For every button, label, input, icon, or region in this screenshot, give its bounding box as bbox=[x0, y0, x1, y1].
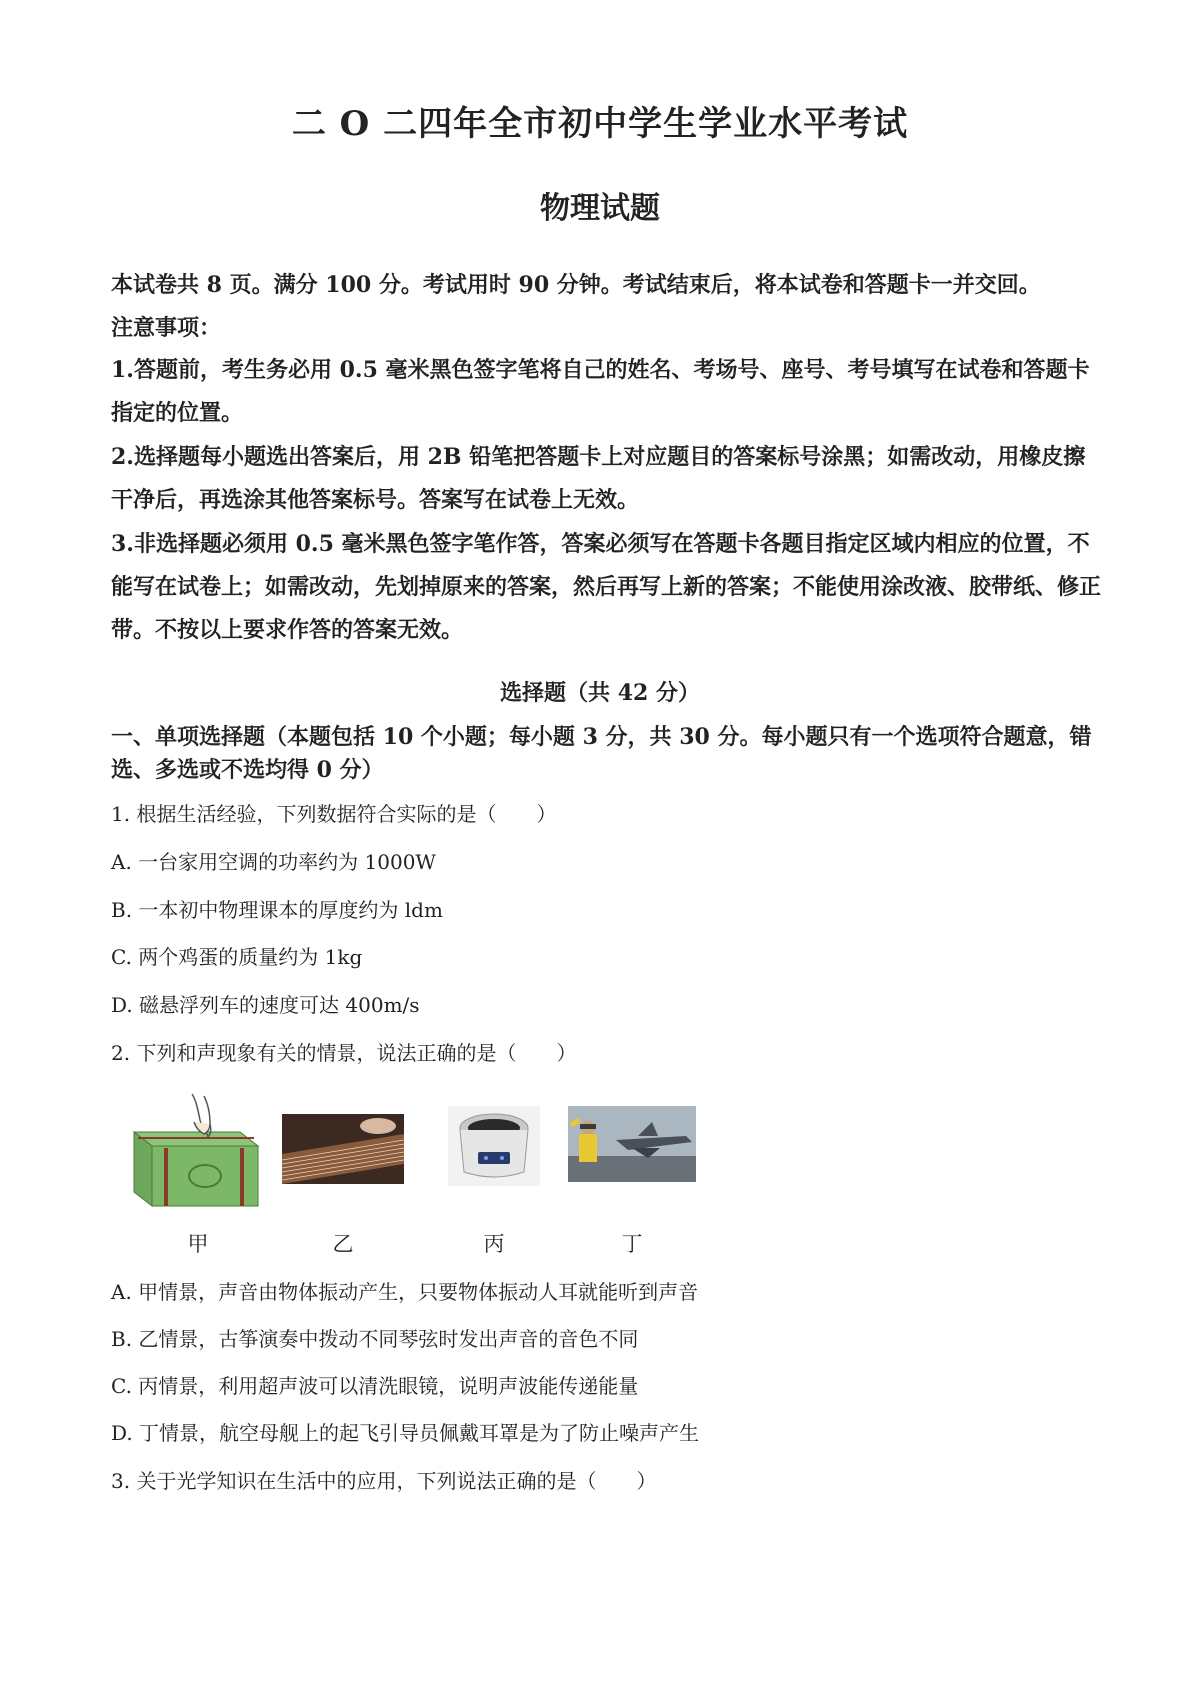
figure-label-bing: 丙 bbox=[483, 1232, 505, 1256]
q1-stem: 1. 根据生活经验，下列数据符合实际的是（ ） bbox=[111, 802, 557, 826]
q1-option-b: B. 一本初中物理课本的厚度约为 ldm bbox=[111, 898, 443, 922]
figure-label-yi: 乙 bbox=[332, 1232, 354, 1256]
q2-option-c: C. 丙情景，利用超声波可以清洗眼镜，说明声波能传递能量 bbox=[111, 1374, 639, 1398]
q1-option-d: D. 磁悬浮列车的速度可达 400m/s bbox=[111, 993, 420, 1017]
notes-heading: 注意事项： bbox=[111, 315, 222, 341]
figure-label-ding: 丁 bbox=[621, 1232, 643, 1256]
note-1: 1.答题前，考生务必用 0.5 毫米黑色签字笔将自己的姓名、考场号、座号、考号填写在试卷和答题卡指定的位置。 bbox=[111, 357, 1090, 426]
exam-intro: 本试卷共 8 页。满分 100 分。考试用时 90 分钟。考试结束后，将本试卷和答题卡一并交回。 bbox=[111, 272, 1041, 298]
aircraft-carrier-figure bbox=[568, 1106, 696, 1182]
q1-option-a: A. 一台家用空调的功率约为 1000W bbox=[111, 850, 436, 874]
subject-title: 物理试题 bbox=[540, 191, 660, 226]
figure-label-jia: 甲 bbox=[187, 1232, 209, 1256]
part-title: 一、单项选择题（本题包括 10 个小题；每小题 3 分，共 30 分。每小题只有一个选项符合题意，错选、多选或不选均得 0 分） bbox=[111, 724, 1092, 783]
note-2: 2.选择题每小题选出答案后，用 2B 铅笔把答题卡上对应题目的答案标号涂黑；如需改动，用橡皮擦干净后，再选涂其他答案标号。答案写在试卷上无效。 bbox=[111, 444, 1086, 513]
q2-option-a: A. 甲情景，声音由物体振动产生，只要物体振动人耳就能听到声音 bbox=[111, 1280, 699, 1304]
exam-title: 二 O 二四年全市初中学生学业水平考试 bbox=[291, 104, 909, 144]
q3-stem: 3. 关于光学知识在生活中的应用，下列说法正确的是（ ） bbox=[111, 1469, 657, 1493]
rubber-band-box-figure bbox=[130, 1088, 264, 1208]
q2-figures bbox=[130, 1088, 780, 1258]
q1-option-c: C. 两个鸡蛋的质量约为 1kg bbox=[111, 945, 363, 969]
guzheng-figure bbox=[282, 1114, 404, 1184]
section-title: 选择题（共 42 分） bbox=[500, 680, 700, 706]
q2-option-b: B. 乙情景，古筝演奏中拨动不同琴弦时发出声音的音色不同 bbox=[111, 1327, 639, 1351]
note-3: 3.非选择题必须用 0.5 毫米黑色签字笔作答，答案必须写在答题卡各题目指定区域内相应的位置，不能写在试卷上；如需改动，先划掉原来的答案，然后再写上新的答案；不能使用涂改液、胶带纸、修正带。不按以上要求作答的答案无效。 bbox=[111, 531, 1102, 643]
q2-stem: 2. 下列和声现象有关的情景，说法正确的是（ ） bbox=[111, 1041, 577, 1065]
q2-option-d: D. 丁情景，航空母舰上的起飞引导员佩戴耳罩是为了防止噪声产生 bbox=[111, 1421, 700, 1445]
ultrasonic-cleaner-figure bbox=[448, 1106, 540, 1186]
